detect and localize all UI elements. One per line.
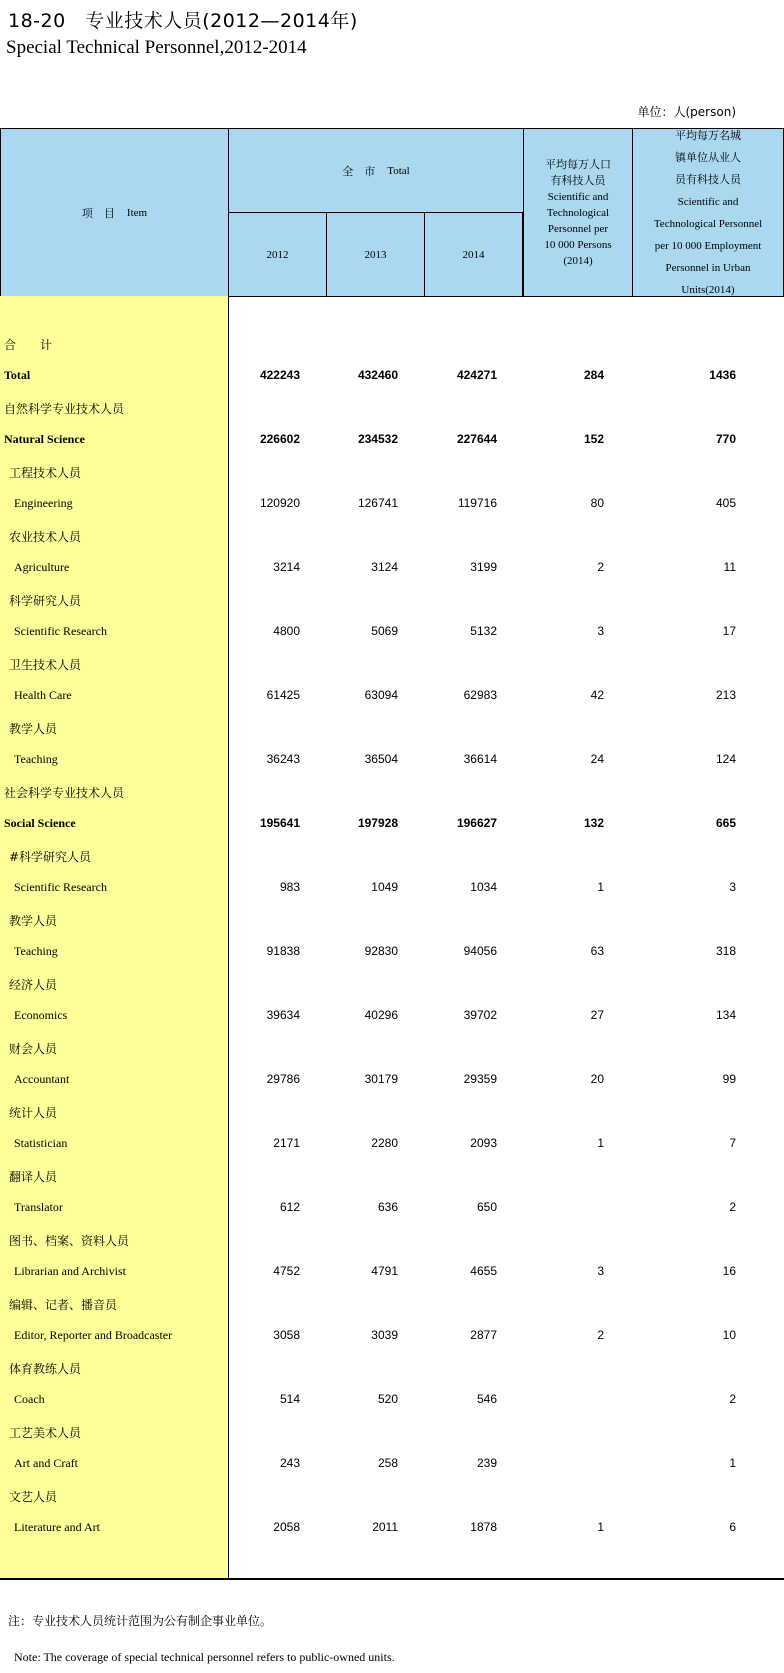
row-label: 农业技术人员 — [9, 530, 82, 544]
value-per-urban: 99 — [722, 1072, 736, 1086]
value-per-urban: 11 — [723, 560, 736, 574]
row-label: 自然科学专业技术人员 — [4, 402, 125, 416]
value-2014: 3199 — [470, 560, 497, 574]
value-per-urban: 134 — [715, 1008, 736, 1022]
row-label: 工艺美术人员 — [9, 1426, 82, 1440]
table-row — [0, 1000, 784, 1032]
row-label: Teaching — [14, 944, 58, 958]
header-per-line: Scientific and — [547, 190, 609, 203]
table-row — [0, 840, 784, 872]
table-row — [0, 1064, 784, 1096]
value-per-population: 24 — [590, 752, 604, 766]
value-per-urban: 10 — [722, 1328, 736, 1342]
value-2013: 234532 — [357, 432, 398, 446]
table-row — [0, 968, 784, 1000]
row-label: Engineering — [14, 496, 73, 510]
row-label: Total — [4, 368, 31, 382]
row-label: Accountant — [14, 1072, 70, 1086]
value-per-urban: 124 — [715, 752, 736, 766]
value-per-population: 20 — [590, 1072, 604, 1086]
header-per-line: 10 000 Persons — [544, 238, 612, 251]
value-2013: 197928 — [357, 816, 398, 830]
value-per-urban: 213 — [715, 688, 736, 702]
table-row — [0, 520, 784, 552]
value-2013: 63094 — [364, 688, 398, 702]
value-2014: 5132 — [470, 624, 497, 638]
value-2014: 4655 — [470, 1264, 497, 1278]
table-row — [0, 1096, 784, 1128]
row-label: Agriculture — [14, 560, 70, 574]
table-row — [0, 1416, 784, 1448]
row-label: Scientific Research — [14, 624, 107, 638]
table-row — [0, 744, 784, 776]
value-2014: 546 — [476, 1392, 497, 1406]
header-urban-line: 镇单位从业人 — [675, 150, 741, 164]
header-urban-line: 平均每万名城 — [675, 128, 741, 142]
value-2014: 119716 — [457, 496, 497, 510]
header-year-2014: 2014 — [424, 212, 523, 297]
table-row — [0, 552, 784, 584]
row-label: 翻译人员 — [9, 1170, 58, 1184]
row-label: 财会人员 — [9, 1042, 58, 1056]
value-per-urban: 1436 — [709, 368, 736, 382]
table-row — [0, 904, 784, 936]
header-urban-line: per 10 000 Employment — [654, 239, 762, 252]
row-label: 工程技术人员 — [9, 466, 82, 480]
value-2014: 94056 — [463, 944, 497, 958]
value-2014: 227644 — [456, 432, 497, 446]
value-2013: 432460 — [357, 368, 398, 382]
row-label: Natural Science — [4, 432, 85, 446]
value-2012: 3058 — [273, 1328, 300, 1342]
value-2013: 40296 — [364, 1008, 398, 1022]
value-2014: 29359 — [463, 1072, 497, 1086]
value-2012: 36243 — [266, 752, 300, 766]
row-label: 编辑、记者、播音员 — [9, 1298, 118, 1312]
row-label: Statistician — [14, 1136, 68, 1150]
value-2012: 4800 — [273, 624, 300, 638]
value-per-urban: 16 — [722, 1264, 736, 1278]
value-per-urban: 665 — [715, 816, 736, 830]
value-2013: 126741 — [357, 496, 398, 510]
row-label: 图书、档案、资料人员 — [9, 1234, 130, 1248]
table-row — [0, 648, 784, 680]
value-2012: 4752 — [273, 1264, 300, 1278]
table-row — [0, 1256, 784, 1288]
header-per-population — [523, 128, 633, 297]
table-row — [0, 712, 784, 744]
value-per-population: 152 — [583, 432, 604, 446]
row-label: Coach — [14, 1392, 45, 1406]
value-per-urban: 770 — [715, 432, 736, 446]
header-urban-line: 员有科技人员 — [675, 172, 741, 186]
page-title-cn: 18-20 专业技术人员(2012—2014年) — [8, 10, 358, 32]
header-urban-line: Personnel in Urban — [665, 261, 751, 274]
page-title-en: Special Technical Personnel,2012-2014 — [6, 37, 307, 58]
value-2012: 2171 — [273, 1136, 300, 1150]
row-label: Teaching — [14, 752, 58, 766]
header-per-line: Personnel per — [547, 222, 609, 235]
row-label: #科学研究人员 — [9, 850, 92, 864]
value-per-population: 284 — [583, 368, 604, 382]
value-2014: 36614 — [463, 752, 497, 766]
value-per-urban: 6 — [729, 1520, 736, 1534]
value-2014: 424271 — [456, 368, 497, 382]
table-row — [0, 1448, 784, 1480]
value-per-urban: 2 — [729, 1200, 736, 1214]
value-per-population: 63 — [590, 944, 604, 958]
row-label: Economics — [14, 1008, 68, 1022]
table-row — [0, 872, 784, 904]
row-label: Health Care — [14, 688, 72, 702]
row-label: Editor, Reporter and Broadcaster — [14, 1328, 173, 1342]
value-2012: 39634 — [266, 1008, 300, 1022]
row-label: Art and Craft — [14, 1456, 78, 1470]
row-label: Translator — [14, 1200, 63, 1214]
header-item — [0, 128, 229, 297]
header-year-2012: 2012 — [228, 212, 327, 297]
table-row — [0, 808, 784, 840]
value-2014: 1878 — [470, 1520, 497, 1534]
value-per-urban: 318 — [715, 944, 736, 958]
table-row — [0, 1160, 784, 1192]
value-2013: 258 — [377, 1456, 398, 1470]
table-row — [0, 488, 784, 520]
value-per-population: 3 — [597, 624, 604, 638]
table-row — [0, 616, 784, 648]
value-2012: 243 — [279, 1456, 300, 1470]
value-2014: 650 — [476, 1200, 497, 1214]
header-total — [228, 128, 524, 213]
table-row — [0, 936, 784, 968]
header-per-line: 有科技人员 — [550, 173, 606, 187]
value-2013: 636 — [377, 1200, 398, 1214]
row-label: 合 计 — [4, 338, 53, 352]
value-2012: 612 — [279, 1200, 300, 1214]
row-label: 经济人员 — [9, 978, 58, 992]
value-2012: 91838 — [266, 944, 300, 958]
value-per-population: 3 — [597, 1264, 604, 1278]
row-label: Social Science — [4, 816, 76, 830]
row-label: 科学研究人员 — [9, 594, 82, 608]
value-2013: 30179 — [364, 1072, 398, 1086]
table-row — [0, 680, 784, 712]
table-row — [0, 1480, 784, 1512]
table-row — [0, 1128, 784, 1160]
value-2012: 226602 — [259, 432, 300, 446]
table-row — [0, 1032, 784, 1064]
header-year-2013: 2013 — [326, 212, 425, 297]
note-en: Note: The coverage of special technical personnel refers to public-owned units. — [14, 1650, 395, 1664]
value-2013: 4791 — [371, 1264, 398, 1278]
row-label: 文艺人员 — [9, 1490, 58, 1504]
row-label: Librarian and Archivist — [14, 1264, 126, 1278]
table-row — [0, 1288, 784, 1320]
value-2012: 120920 — [259, 496, 300, 510]
value-2013: 3039 — [371, 1328, 398, 1342]
value-2014: 2093 — [470, 1136, 497, 1150]
row-label: 体育教练人员 — [9, 1362, 82, 1376]
value-2014: 1034 — [470, 880, 497, 894]
row-label: 卫生技术人员 — [9, 658, 82, 672]
value-per-population: 42 — [590, 688, 604, 702]
value-2014: 39702 — [463, 1008, 497, 1022]
row-label: 教学人员 — [9, 914, 58, 928]
value-2013: 520 — [377, 1392, 398, 1406]
row-label: 教学人员 — [9, 722, 58, 736]
table-row — [0, 1224, 784, 1256]
value-per-population: 2 — [597, 560, 604, 574]
row-label: 统计人员 — [9, 1106, 58, 1120]
header-urban-line: Units(2014) — [681, 283, 735, 296]
table-row — [0, 360, 784, 392]
value-2012: 2058 — [273, 1520, 300, 1534]
value-per-urban: 1 — [729, 1456, 736, 1470]
value-2013: 5069 — [371, 624, 398, 638]
value-2013: 1049 — [371, 880, 398, 894]
value-2014: 239 — [476, 1456, 497, 1470]
value-per-urban: 2 — [729, 1392, 736, 1406]
value-2012: 195641 — [259, 816, 300, 830]
row-label: Scientific Research — [14, 880, 107, 894]
value-2014: 196627 — [456, 816, 497, 830]
value-2012: 29786 — [266, 1072, 300, 1086]
note-cn: 注：专业技术人员统计范围为公有制企事业单位。 — [8, 1614, 273, 1628]
header-total-en: Total — [387, 164, 410, 177]
table-row — [0, 776, 784, 808]
value-per-population: 132 — [583, 816, 604, 830]
value-per-urban: 7 — [729, 1136, 736, 1150]
row-label: Literature and Art — [14, 1520, 100, 1534]
table-bottom-rule — [0, 1578, 784, 1580]
table-row — [0, 1512, 784, 1544]
value-per-population: 1 — [597, 880, 604, 894]
table-row — [0, 424, 784, 456]
value-2013: 36504 — [364, 752, 398, 766]
header-total-cn: 全 市 — [342, 164, 376, 178]
table-row — [0, 1192, 784, 1224]
table-row — [0, 584, 784, 616]
value-2013: 3124 — [371, 560, 398, 574]
value-2013: 92830 — [364, 944, 398, 958]
table-row — [0, 328, 784, 360]
value-per-urban: 405 — [715, 496, 736, 510]
header-item-cn: 项 目 — [81, 206, 115, 220]
value-2014: 62983 — [463, 688, 497, 702]
header-per-line: Technological — [546, 206, 610, 219]
value-per-population: 27 — [590, 1008, 604, 1022]
value-per-population: 80 — [590, 496, 604, 510]
value-2012: 983 — [279, 880, 300, 894]
header-per-line: 平均每万人口 — [544, 157, 611, 171]
header-urban-line: Technological Personnel — [653, 217, 763, 230]
header-item-en: Item — [126, 206, 148, 219]
header-per-urban — [632, 128, 784, 297]
value-per-population: 1 — [597, 1136, 604, 1150]
value-2012: 514 — [279, 1392, 300, 1406]
table-row — [0, 1352, 784, 1384]
unit-label: 单位：人(person) — [637, 105, 736, 119]
table-row — [0, 1384, 784, 1416]
header-per-line: (2014) — [563, 254, 593, 267]
value-2013: 2280 — [371, 1136, 398, 1150]
row-label: 社会科学专业技术人员 — [4, 786, 125, 800]
value-per-population: 2 — [597, 1328, 604, 1342]
value-per-urban: 3 — [729, 880, 736, 894]
value-2012: 61425 — [266, 688, 300, 702]
table-row — [0, 392, 784, 424]
value-2014: 2877 — [470, 1328, 497, 1342]
value-2012: 422243 — [259, 368, 300, 382]
value-2013: 2011 — [372, 1520, 398, 1534]
value-2012: 3214 — [273, 560, 300, 574]
table-row — [0, 456, 784, 488]
value-per-population: 1 — [597, 1520, 604, 1534]
table-row — [0, 1320, 784, 1352]
header-urban-line: Scientific and — [677, 195, 739, 208]
value-per-urban: 17 — [722, 624, 736, 638]
